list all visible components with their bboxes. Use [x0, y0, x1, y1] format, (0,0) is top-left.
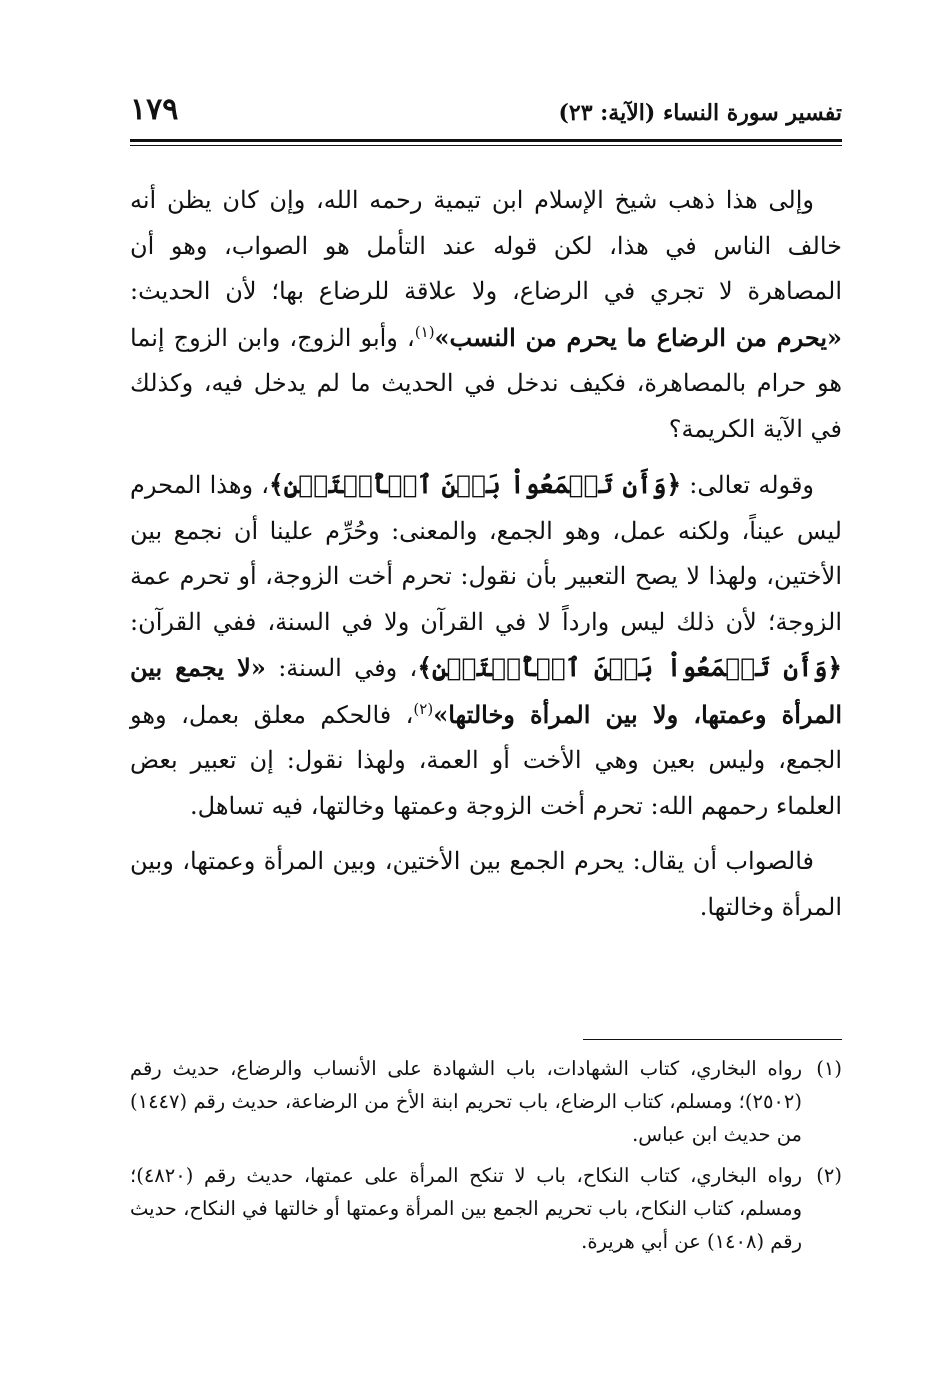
footnote-1: [130, 1052, 842, 1151]
running-title: تفسير سورة النساء (الآية: ٢٣): [558, 100, 842, 126]
paragraph-1: [130, 178, 842, 452]
footnote-separator: [583, 1039, 842, 1040]
paragraph-3: [130, 839, 842, 930]
quran-verse-2: ﴿وَأَن تَجۡمَعُواْ بَيۡنَ ٱلۡأُخۡتَيۡنِ﴾: [417, 653, 842, 682]
paragraph-1-text-b: ، وأبو الزوج، وابن الزوج إنما هو حرام بالمصاهرة، فكيف ندخل في الحديث ما لم يدخل فيه، وكذلك في الآية الكريمة؟: [130, 323, 842, 443]
footnote-ref-1: (١): [414, 322, 435, 341]
footnote-2-number: (٢): [816, 1164, 842, 1187]
paragraph-1-text-a: وإلى هذا ذهب شيخ الإسلام ابن تيمية رحمه الله، وإن كان يظن أنه خالف الناس في هذا، لكن قوله عند التأمل هو الصواب، وهو أن المصاهرة لا تجري في الرضاع، ولا علاقة للرضاع بها؛ لأن الحديث:: [130, 186, 842, 305]
hadith-quote-2: «لا يجمع بين المرأة وعمتها، ولا بين المرأة وخالتها»: [130, 653, 842, 729]
paragraph-2-text-c: ، وفي السنة:: [265, 654, 418, 682]
paragraph-2-text-d: ، فالحكم معلق بعمل، وهو الجمع، وليس بعين وهي الأخت أو العمة، ولهذا نقول: إن تعبير بعض العلماء رحمهم الله: تحرم أخت الزوجة وعمتها وخالتها، فيه تساهل.: [130, 700, 842, 820]
hadith-quote-1: «يحرم من الرضاع ما يحرم من النسب»: [434, 322, 843, 352]
paragraph-2: [130, 462, 842, 829]
footnotes: [130, 1052, 842, 1266]
page-header: [130, 92, 842, 136]
quran-verse-1: ﴿وَأَن تَجۡمَعُواْ بَيۡنَ ٱلۡأُخۡتَيۡنِ﴾: [269, 470, 682, 499]
footnote-1-number: (١): [816, 1057, 842, 1080]
paragraph-3-text: فالصواب أن يقال: يحرم الجمع بين الأختين، وبين المرأة وعمتها، وبين المرأة وخالتها.: [130, 847, 842, 921]
footnote-1-text: رواه البخاري، كتاب الشهادات، باب الشهادة على الأنساب والرضاع، حديث رقم (٢٥٠٢)؛ ومسلم، كتاب الرضاع، باب تحريم ابنة الأخ من الرضاعة، حديث رقم (١٤٤٧) من حديث ابن عباس.: [130, 1057, 802, 1146]
header-rule-thick: [130, 139, 842, 142]
footnote-2-text: رواه البخاري، كتاب النكاح، باب لا تنكح المرأة على عمتها، حديث رقم (٤٨٢٠)؛ ومسلم، كتاب النكاح، باب تحريم الجمع بين المرأة وعمتها أو خالتها في النكاح، حديث رقم (١٤٠٨) عن أبي هريرة.: [130, 1164, 802, 1253]
main-text: [130, 178, 842, 940]
footnote-ref-2: (٢): [413, 699, 434, 718]
footnote-2: [130, 1159, 842, 1258]
paragraph-2-text-a: وقوله تعالى:: [681, 471, 815, 499]
page-number: ١٧٩: [130, 92, 179, 127]
paragraph-2-text-b: ، وهذا المحرم ليس عيناً، ولكنه عمل، وهو الجمع، والمعنى: وحُرِّم علينا أن نجمع بين الأختين، ولهذا لا يصح التعبير بأن نقول: تحرم أخت الزوجة، أو تحرم عمة الزوجة؛ لأن ذلك ليس وارداً لا في القرآن ولا في السنة، ففي القرآن:: [130, 471, 842, 636]
header-rule-thin: [130, 145, 842, 146]
